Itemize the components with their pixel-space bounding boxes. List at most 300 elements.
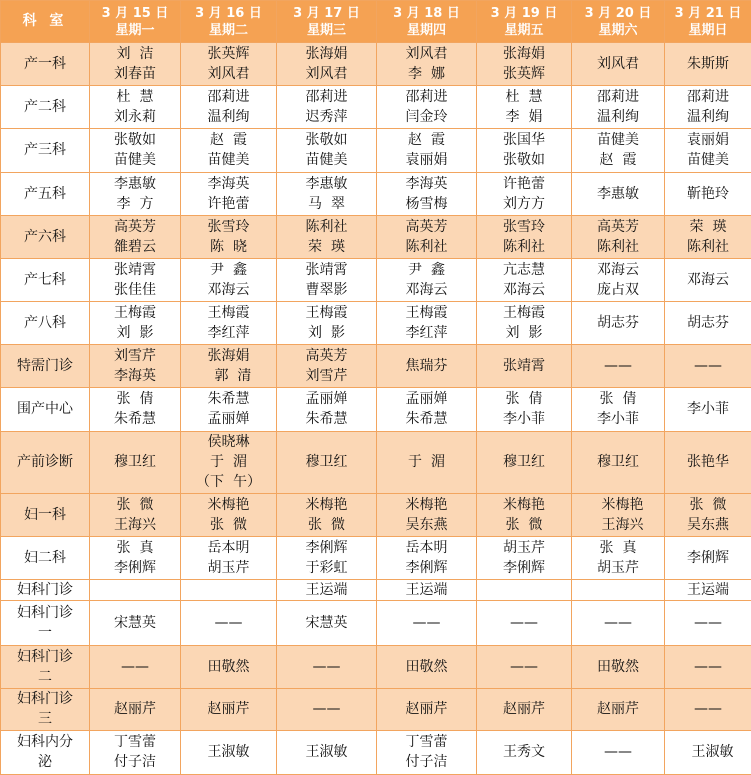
doctor-name: —— (412, 615, 441, 632)
doctor-name: 王秀文 (503, 744, 545, 761)
doctor-name: 宋慧英 (114, 615, 156, 632)
doctor-name: （下 午） (196, 474, 261, 491)
duty-cell (181, 43, 277, 86)
doctor-name: 穆卫红 (503, 454, 545, 471)
duty-cell (477, 646, 572, 688)
schedule-row (1, 43, 751, 86)
doctor-name: 陈利社 (597, 238, 639, 255)
schedule-body (1, 43, 751, 775)
duty-cell (277, 302, 377, 345)
duty-cell (181, 646, 277, 688)
duty-cell (572, 431, 665, 493)
doctor-name: 荣 瑛 (308, 238, 345, 255)
duty-cell (181, 431, 277, 493)
doctor-name: 丁雪蕾 (114, 734, 156, 751)
day-weekday: 星期五 (504, 22, 544, 38)
doctor-name: 张靖霄 (114, 261, 156, 278)
doctor-name: 米梅艳 (592, 496, 644, 513)
doctor-name: 袁丽娟 (687, 132, 729, 149)
doctor-name: 胡玉芹 (207, 560, 250, 577)
duty-cell (181, 688, 277, 730)
day-weekday: 星期四 (406, 22, 446, 38)
day-header (377, 1, 477, 43)
doctor-name: 闫金玲 (405, 109, 448, 126)
doctor-name: —— (121, 658, 149, 675)
doctor-name: 赵丽芹 (597, 701, 639, 718)
day-weekday: 星期一 (115, 22, 155, 38)
duty-cell (665, 601, 751, 646)
doctor-name: 张 微 (210, 516, 247, 533)
doctor-name: 王淑敏 (305, 744, 348, 761)
dept-name: 产一科 (24, 56, 66, 73)
day-date: 3 月 19 日 (490, 5, 558, 21)
doctor-name: 刘 洁 (116, 46, 154, 63)
duty-cell (665, 172, 751, 215)
day-date: 3 月 16 日 (195, 5, 262, 21)
doctor-name: —— (604, 744, 632, 761)
doctor-name: 李海英 (207, 175, 250, 192)
doctor-name: 张佳佳 (114, 281, 156, 298)
doctor-name: 陈 晓 (210, 238, 247, 255)
doctor-name: 田敬然 (405, 658, 448, 675)
dept-cell (1, 536, 90, 579)
doctor-name: 苗健美 (207, 152, 250, 169)
doctor-name: 李俐辉 (305, 540, 348, 557)
duty-cell (477, 129, 572, 172)
duty-cell (665, 258, 751, 301)
duty-cell (477, 431, 572, 493)
duty-cell (277, 646, 377, 688)
duty-cell (377, 646, 477, 688)
day-header (572, 1, 665, 43)
day-weekday: 星期六 (598, 22, 638, 38)
dept-cell (1, 493, 90, 536)
duty-cell (377, 215, 477, 258)
doctor-name: 邓海云 (503, 281, 545, 298)
doctor-name: —— (604, 358, 632, 375)
doctor-name: 于 湄 (408, 454, 445, 471)
doctor-name: 张敬如 (503, 152, 545, 169)
duty-cell (90, 215, 181, 258)
dept-cell (1, 388, 90, 431)
duty-cell (477, 172, 572, 215)
doctor-name: 孟丽婵 (305, 391, 348, 408)
doctor-name: 刘永莉 (114, 109, 156, 126)
duty-cell (377, 388, 477, 431)
doctor-name: 李惠敏 (114, 175, 156, 192)
doctor-name: 刘雪芹 (305, 368, 348, 385)
doctor-name: 于彩虹 (305, 560, 348, 577)
doctor-name: 朱希慧 (207, 391, 250, 408)
duty-cell (90, 86, 181, 129)
doctor-name: 陈利社 (305, 218, 348, 235)
doctor-name: —— (604, 615, 632, 632)
doctor-name: 李小菲 (503, 411, 545, 428)
dept-name: 妇二科 (24, 550, 66, 567)
duty-cell (377, 536, 477, 579)
doctor-name: 刘风君 (597, 56, 639, 73)
duty-cell (377, 345, 477, 388)
dept-cell (1, 431, 90, 493)
duty-cell (665, 431, 751, 493)
doctor-name: 袁丽娟 (405, 152, 448, 169)
dept-cell (1, 172, 90, 215)
duty-cell (277, 43, 377, 86)
duty-cell (477, 43, 572, 86)
doctor-name: 王海兴 (592, 516, 644, 533)
day-date: 3 月 18 日 (393, 5, 460, 21)
doctor-name: 米梅艳 (305, 496, 348, 513)
doctor-name: 张雪玲 (503, 218, 545, 235)
schedule-row (1, 536, 751, 579)
duty-cell (181, 86, 277, 129)
doctor-name: —— (510, 615, 538, 632)
duty-cell (377, 730, 477, 774)
duty-cell (181, 493, 277, 536)
doctor-name: 许艳蕾 (503, 175, 545, 192)
doctor-name: 靳艳玲 (687, 185, 729, 202)
doctor-name: 朱希慧 (114, 411, 156, 428)
doctor-name: —— (510, 658, 538, 675)
doctor-name: 米梅艳 (503, 496, 545, 513)
doctor-name: 温利绚 (597, 109, 639, 126)
doctor-name: 邓海云 (207, 281, 250, 298)
duty-cell (90, 536, 181, 579)
doctor-name: 赵丽芹 (503, 701, 545, 718)
doctor-name: 穆卫红 (597, 454, 639, 471)
doctor-name: 朱斯斯 (687, 56, 729, 73)
duty-cell (181, 129, 277, 172)
doctor-name: 胡志芬 (597, 315, 639, 332)
doctor-name: 陈利社 (503, 238, 545, 255)
duty-cell (277, 688, 377, 730)
duty-cell (377, 302, 477, 345)
doctor-name: 许艳蕾 (207, 195, 250, 212)
duty-cell (181, 172, 277, 215)
duty-cell (477, 86, 572, 129)
doctor-name: 张 微 (505, 516, 543, 533)
duty-cell (277, 431, 377, 493)
doctor-name: 田敬然 (207, 658, 250, 675)
doctor-name: 于 湄 (210, 454, 247, 471)
dept-name: 妇科门诊 (17, 605, 73, 622)
dept-cell (1, 646, 90, 688)
doctor-name: 陈利社 (405, 238, 448, 255)
doctor-name: 雒碧云 (114, 238, 156, 255)
doctor-name: 王淑敏 (207, 744, 250, 761)
doctor-name: 王运端 (305, 582, 348, 599)
doctor-name: 胡玉芹 (503, 540, 545, 557)
day-weekday: 星期二 (208, 22, 248, 38)
doctor-name: 温利绚 (687, 109, 729, 126)
doctor-name: 张 微 (689, 496, 727, 513)
doctor-name: 赵丽芹 (405, 701, 448, 718)
duty-cell (90, 493, 181, 536)
doctor-name: 张 微 (308, 516, 345, 533)
doctor-name: 杜 慧 (116, 89, 154, 106)
duty-cell (277, 172, 377, 215)
doctor-name: 张靖霄 (305, 261, 348, 278)
doctor-name: 李俐辉 (114, 560, 156, 577)
doctor-name: 高英芳 (597, 218, 639, 235)
schedule-row (1, 215, 751, 258)
dept-cell (1, 580, 90, 601)
duty-cell (477, 580, 572, 601)
doctor-name: 邓海云 (597, 261, 639, 278)
dept-cell (1, 730, 90, 774)
doctor-name: 刘方方 (503, 195, 545, 212)
doctor-name: 张 真 (599, 540, 637, 557)
duty-cell (181, 302, 277, 345)
doctor-name: 张海娟 (305, 46, 348, 63)
doctor-name: 王运端 (405, 582, 448, 599)
dept-name: 妇科门诊 (17, 648, 73, 665)
doctor-name: 王梅霞 (405, 305, 448, 322)
doctor-name: 王海兴 (114, 516, 156, 533)
day-header (477, 1, 572, 43)
duty-cell (90, 580, 181, 601)
doctor-name: —— (312, 701, 341, 718)
dept-cell (1, 601, 90, 646)
schedule-row (1, 129, 751, 172)
dept-name: 二 (38, 668, 52, 685)
doctor-name: 温利绚 (207, 109, 250, 126)
duty-cell (572, 129, 665, 172)
doctor-name: 李俐辉 (687, 550, 729, 567)
day-header (277, 1, 377, 43)
doctor-name: —— (214, 615, 243, 632)
schedule-row (1, 388, 751, 431)
doctor-name: 朱希慧 (305, 411, 348, 428)
schedule-row (1, 646, 751, 688)
doctor-name: 李小菲 (597, 411, 639, 428)
doctor-name: 张靖霄 (503, 358, 545, 375)
duty-cell (90, 302, 181, 345)
doctor-name: —— (694, 658, 722, 675)
duty-cell (377, 43, 477, 86)
duty-cell (90, 730, 181, 774)
duty-cell (90, 388, 181, 431)
doctor-name: 田敬然 (597, 658, 639, 675)
doctor-name: 庞占双 (597, 281, 639, 298)
doctor-name: 焦瑞芬 (405, 358, 448, 375)
doctor-name: 赵 霞 (210, 132, 247, 149)
dept-cell (1, 258, 90, 301)
duty-cell (477, 601, 572, 646)
dept-cell (1, 215, 90, 258)
schedule-row (1, 172, 751, 215)
doctor-name: 张英辉 (503, 66, 545, 83)
doctor-name: —— (312, 658, 341, 675)
dept-cell (1, 688, 90, 730)
day-header (181, 1, 277, 43)
day-weekday: 星期日 (688, 22, 728, 38)
schedule-row (1, 601, 751, 646)
doctor-name: 迟秀萍 (305, 109, 348, 126)
day-date: 3 月 15 日 (101, 5, 169, 21)
duty-cell (572, 580, 665, 601)
duty-cell (90, 646, 181, 688)
day-header (90, 1, 181, 43)
doctor-name: 王梅霞 (207, 305, 250, 322)
dept-cell (1, 129, 90, 172)
duty-cell (90, 345, 181, 388)
duty-cell (181, 730, 277, 774)
doctor-name: 张 倩 (505, 391, 543, 408)
schedule-row (1, 302, 751, 345)
doctor-name: 赵 霞 (599, 152, 637, 169)
doctor-name: —— (694, 701, 722, 718)
duty-cell (477, 688, 572, 730)
schedule-row (1, 258, 751, 301)
duty-cell (477, 536, 572, 579)
duty-cell (665, 302, 751, 345)
doctor-name: 张国华 (503, 132, 545, 149)
doctor-name: 张雪玲 (207, 218, 250, 235)
day-header (665, 1, 751, 43)
duty-cell (277, 388, 377, 431)
doctor-name: 赵丽芹 (114, 701, 156, 718)
duty-cell (477, 302, 572, 345)
duty-cell (277, 129, 377, 172)
doctor-name: 李红萍 (405, 325, 448, 342)
doctor-name: 刘 影 (308, 325, 345, 342)
doctor-name: 付子洁 (114, 754, 156, 771)
dept-name: 泌 (38, 754, 52, 771)
doctor-name: 苗健美 (114, 152, 156, 169)
duty-cell (665, 215, 751, 258)
schedule-row (1, 431, 751, 493)
duty-cell (181, 258, 277, 301)
dept-name: 产三科 (24, 142, 66, 159)
duty-cell (477, 388, 572, 431)
doctor-name: 尹 鑫 (408, 261, 445, 278)
doctor-name: 王淑敏 (682, 744, 734, 761)
duty-cell (572, 215, 665, 258)
dept-cell (1, 345, 90, 388)
duty-cell (572, 345, 665, 388)
doctor-name: 张海娟 (503, 46, 545, 63)
doctor-name: 张英辉 (207, 46, 250, 63)
doctor-name: 邓海云 (405, 281, 448, 298)
doctor-name: 高英芳 (405, 218, 448, 235)
doctor-name: 孟丽婵 (405, 391, 448, 408)
duty-cell (572, 688, 665, 730)
schedule-row (1, 730, 751, 774)
doctor-name: 刘 影 (116, 325, 154, 342)
doctor-name: 刘春苗 (114, 66, 156, 83)
doctor-name: 付子洁 (405, 754, 448, 771)
doctor-name: 侯晓琳 (207, 434, 250, 451)
doctor-name: 李 娜 (408, 66, 445, 83)
dept-cell (1, 302, 90, 345)
duty-cell (665, 345, 751, 388)
doctor-name: 赵丽芹 (207, 701, 250, 718)
doctor-name: 刘风君 (305, 66, 348, 83)
duty-cell (572, 43, 665, 86)
doctor-name: 邵莉进 (405, 89, 448, 106)
duty-cell (477, 493, 572, 536)
doctor-name: 李俐辉 (503, 560, 545, 577)
duty-cell (572, 258, 665, 301)
dept-header: 科 室 (1, 1, 90, 43)
doctor-name: 张 倩 (599, 391, 637, 408)
doctor-name: 刘雪芹 (114, 348, 156, 365)
duty-cell (665, 730, 751, 774)
doctor-name: 丁雪蕾 (405, 734, 448, 751)
duty-cell (277, 215, 377, 258)
day-date: 3 月 20 日 (584, 5, 652, 21)
doctor-name: 苗健美 (305, 152, 348, 169)
duty-cell (277, 345, 377, 388)
doctor-name: —— (694, 358, 722, 375)
duty-cell (277, 86, 377, 129)
doctor-name: 李 方 (116, 195, 154, 212)
duty-cell (377, 493, 477, 536)
duty-cell (90, 601, 181, 646)
doctor-name: 亢志慧 (503, 261, 545, 278)
doctor-name: 孟丽婵 (207, 411, 250, 428)
duty-cell (477, 730, 572, 774)
duty-cell (665, 388, 751, 431)
doctor-name: 张 倩 (116, 391, 154, 408)
duty-cell (572, 493, 665, 536)
dept-cell (1, 86, 90, 129)
schedule-row (1, 493, 751, 536)
doctor-name: 朱希慧 (405, 411, 448, 428)
doctor-name: 陈利社 (687, 238, 729, 255)
day-weekday: 星期三 (306, 22, 346, 38)
doctor-name: 张艳华 (687, 454, 729, 471)
schedule-row (1, 688, 751, 730)
schedule-row (1, 345, 751, 388)
dept-name: 妇科内分 (17, 734, 73, 751)
duty-cell (90, 258, 181, 301)
doctor-name: 李惠敏 (305, 175, 348, 192)
doctor-name: 曹翠影 (305, 281, 348, 298)
duty-cell (90, 431, 181, 493)
doctor-name: 王梅霞 (114, 305, 156, 322)
doctor-name: 高英芳 (114, 218, 156, 235)
duty-cell (572, 388, 665, 431)
doctor-name: 邵莉进 (597, 89, 639, 106)
day-date: 3 月 17 日 (293, 5, 360, 21)
header-row (1, 1, 751, 43)
doctor-name: 王梅霞 (503, 305, 545, 322)
doctor-name: 杨雪梅 (405, 195, 448, 212)
doctor-name: 穆卫红 (114, 454, 156, 471)
duty-cell (572, 302, 665, 345)
doctor-name: 郭 清 (205, 368, 252, 385)
doctor-name: 刘 影 (505, 325, 543, 342)
duty-cell (277, 730, 377, 774)
duty-cell (665, 43, 751, 86)
doctor-name: 苗健美 (687, 152, 729, 169)
doctor-name: 苗健美 (597, 132, 639, 149)
doctor-name: 尹 鑫 (210, 261, 247, 278)
doctor-name: 李 娟 (505, 109, 543, 126)
doctor-name: 邵莉进 (687, 89, 729, 106)
doctor-name: 胡玉芹 (597, 560, 639, 577)
doctor-name: 米梅艳 (207, 496, 250, 513)
duty-cell (377, 172, 477, 215)
duty-cell (665, 646, 751, 688)
dept-name: 产六科 (24, 228, 66, 245)
doctor-name: 荣 瑛 (689, 218, 727, 235)
dept-name: 围产中心 (17, 401, 73, 418)
doctor-name: 刘风君 (207, 66, 250, 83)
duty-cell (277, 580, 377, 601)
